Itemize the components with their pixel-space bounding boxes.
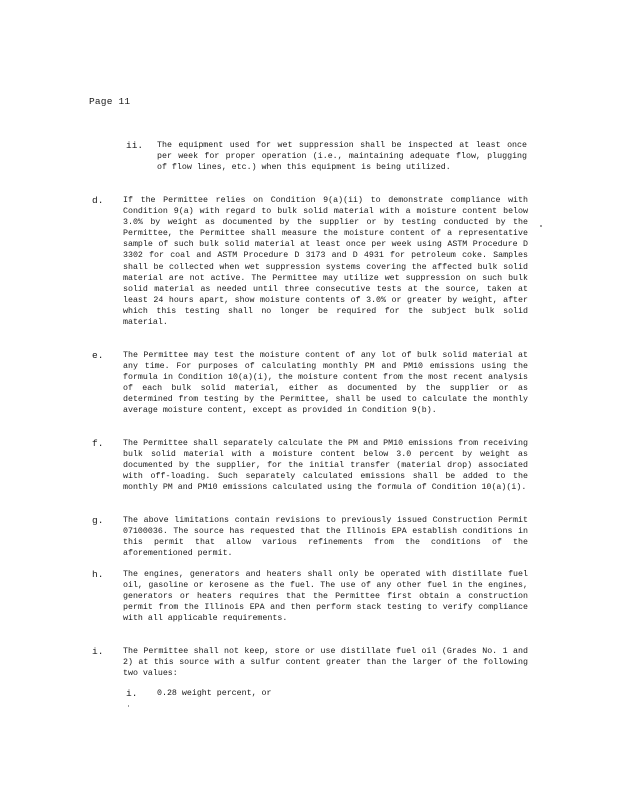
paragraph-marker: ii.: [126, 140, 144, 151]
paragraph-marker: i.: [92, 646, 104, 657]
paragraph-marker: d.: [92, 195, 104, 206]
paragraph-marker: g.: [92, 515, 104, 526]
paragraph-text: 0.28 weight percent, or: [157, 689, 272, 698]
paragraph-text: The equipment used for wet suppression shall be inspected at least once per week for proper operation (i.e., maintaining adequate flow, plugging of flow lines, etc.) when this equipment is being utilized.: [157, 141, 527, 173]
paragraph-text: The Permittee shall separately calculate the PM and PM10 emissions from receiving bulk solid material with a moisture content below 3.0 percent by weight as documented by the supplier, for the initial transfer (material drop) associated with off-loading. Such separately calculated emissions shall be added to the monthly PM and PM10 emissions calculated using the formula of Condition 10(a)(i).: [123, 439, 528, 493]
paragraph-text: If the Permittee relies on Condition 9(a)(ii) to demonstrate compliance with Condition 9(a) with regard to bulk solid material with a moisture content below 3.0% by weight as documented by the supplier or by testing conducted by the Permittee, the Permittee shall measure the moisture content of a representative sample of such bulk solid material at least once per week using ASTM Procedure D 3302 for coal and ASTM Procedure D 3173 and D 4931 for petroleum coke. Samples shall be collected when wet suppression systems covering the affected bulk solid material are not active. The Permittee may utilize wet suppression on such bulk solid material as needed until three consecutive tests at the source, taken at least 24 hours apart, show moisture contents of 3.0% or greater by weight, after which this testing shall no longer be required for the subject bulk solid material.: [123, 196, 528, 328]
paragraph-marker: f.: [92, 438, 104, 449]
scan-speck: [128, 705, 129, 707]
scan-speck: [540, 225, 542, 227]
paragraph-text: The above limitations contain revisions to previously issued Construction Permit 07100036. The source has requested that the Illinois EPA establish conditions in this permit that allow various refinements from the conditions of the aforementioned permit.: [123, 516, 528, 559]
paragraph-marker: h.: [92, 569, 104, 580]
paragraph-marker: i.: [126, 688, 138, 699]
paragraph-text: The Permittee shall not keep, store or use distillate fuel oil (Grades No. 1 and 2) at this source with a sulfur content greater than the larger of the following two values:: [123, 647, 528, 679]
page-number: Page 11: [89, 96, 131, 107]
paragraph-text: The engines, generators and heaters shall only be operated with distillate fuel oil, gasoline or kerosene as the fuel. The use of any other fuel in the engines, generators or heaters requires that the Permittee first obtain a construction permit from the Illinois EPA and then perform stack testing to verify compliance with all applicable requirements.: [123, 570, 528, 624]
paragraph-text: The Permittee may test the moisture content of any lot of bulk solid material at any time. For purposes of calculating monthly PM and PM10 emissions using the formula in Condition 10(a)(i), the moisture content from the most recent analysis of each bulk solid material, either as documented by the supplier or as determined from testing by the Permittee, shall be used to calculate the monthly average moisture content, except as provided in Condition 9(b).: [123, 351, 528, 416]
paragraph-marker: e.: [92, 350, 104, 361]
